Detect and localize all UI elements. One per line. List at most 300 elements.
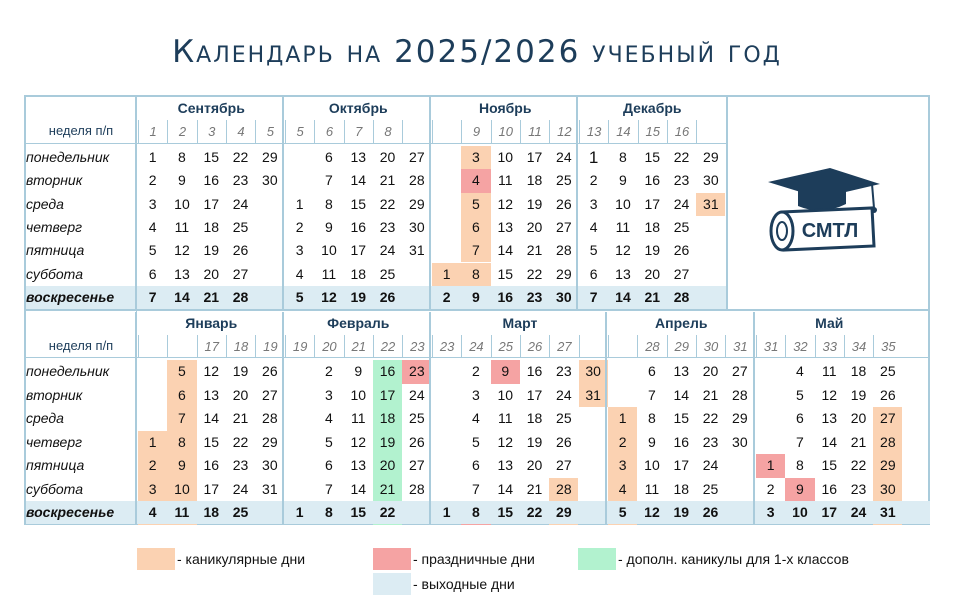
month-name: Май — [815, 315, 844, 331]
day-cell: 17 — [644, 195, 661, 212]
day-cell: 18 — [203, 218, 220, 235]
day-cell: 31 — [880, 504, 896, 520]
day-cell: 2 — [589, 172, 598, 189]
month-name: Март — [502, 315, 538, 331]
day-cell: 18 — [379, 410, 396, 426]
weekday-label: среда — [26, 195, 64, 212]
week-number: 26 — [520, 335, 549, 358]
day-cell — [432, 431, 461, 454]
day-cell: 3 — [325, 386, 333, 403]
week-number: 35 — [873, 335, 902, 358]
day-cell: 4 — [472, 410, 480, 426]
week-number: 6 — [314, 120, 343, 143]
day-cell: 10 — [321, 242, 337, 259]
day-cell: 29 — [262, 149, 278, 165]
day-cell: 23 — [379, 218, 396, 235]
day-cell: 6 — [178, 386, 186, 403]
day-cell: 27 — [556, 457, 572, 473]
day-cell — [432, 146, 461, 169]
day-cell: 15 — [203, 149, 220, 165]
day-cell — [756, 407, 785, 430]
day-cell: 17 — [350, 242, 367, 259]
day-cell: 28 — [556, 480, 572, 497]
day-cell: 31 — [262, 480, 278, 497]
day-cell: 23 — [702, 433, 719, 450]
day-cell: 12 — [497, 195, 514, 212]
day-cell: 8 — [796, 457, 804, 473]
month-name: Декабрь — [622, 100, 682, 116]
day-cell: 9 — [619, 172, 627, 189]
day-cell: 7 — [648, 386, 656, 403]
day-cell: 2 — [442, 288, 451, 305]
day-cell: 29 — [880, 457, 896, 473]
day-cell: 22 — [702, 410, 719, 426]
day-cell — [285, 360, 314, 383]
day-cell: 21 — [379, 172, 396, 189]
day-cell: 1 — [442, 504, 451, 520]
day-cell: 2 — [148, 457, 157, 473]
week-number: 12 — [549, 120, 578, 143]
day-cell — [756, 384, 785, 407]
day-cell: 7 — [325, 172, 333, 189]
day-cell: 5 — [618, 504, 627, 520]
day-cell: 25 — [232, 218, 249, 235]
day-cell — [696, 286, 725, 309]
day-cell: 20 — [232, 386, 249, 403]
day-cell: 14 — [497, 242, 514, 259]
week-number: 8 — [373, 120, 402, 143]
day-cell: 18 — [850, 363, 867, 379]
day-cell: 9 — [472, 288, 480, 305]
day-cell: 24 — [702, 457, 719, 473]
day-cell: 23 — [850, 480, 867, 497]
legend-extra: - дополн. каникулы для 1-х классов — [618, 551, 849, 567]
day-cell — [608, 384, 637, 407]
day-cell: 11 — [615, 218, 631, 235]
day-cell: 7 — [148, 288, 157, 305]
day-cell: 21 — [850, 433, 867, 450]
week-number: 34 — [844, 335, 873, 358]
month-separator — [429, 97, 431, 309]
week-number-label: неделя п/п — [48, 123, 114, 138]
day-cell: 20 — [203, 265, 220, 282]
day-cell: 17 — [821, 504, 838, 520]
day-cell: 9 — [325, 218, 333, 235]
day-cell — [402, 263, 431, 286]
day-cell: 5 — [589, 242, 598, 259]
week-number: 5 — [285, 120, 314, 143]
day-cell: 25 — [880, 363, 896, 379]
day-cell — [579, 407, 608, 430]
week-number: 18 — [226, 335, 255, 358]
week-number: 27 — [549, 335, 578, 358]
day-cell: 22 — [526, 265, 543, 282]
weekday-label: суббота — [26, 480, 83, 497]
legend-vacation: - каникулярные дни — [177, 551, 306, 567]
weekday-label: понедельник — [26, 363, 110, 379]
day-cell — [579, 431, 608, 454]
week-number: 32 — [785, 335, 814, 358]
day-cell: 6 — [472, 218, 480, 235]
day-cell: 26 — [379, 288, 396, 305]
day-cell: 22 — [379, 195, 396, 212]
day-cell: 7 — [589, 288, 598, 305]
week-number — [579, 335, 608, 358]
day-cell: 10 — [174, 480, 190, 497]
day-cell: 16 — [673, 433, 690, 450]
month-separator — [576, 97, 578, 309]
day-cell — [285, 169, 314, 192]
day-cell: 11 — [497, 172, 513, 189]
day-cell: 13 — [615, 265, 631, 282]
day-cell: 27 — [232, 265, 249, 282]
day-cell: 22 — [526, 504, 543, 520]
weekday-label: суббота — [26, 265, 83, 282]
day-cell: 25 — [409, 410, 425, 426]
day-cell — [285, 146, 314, 169]
day-cell: 27 — [673, 265, 690, 282]
day-cell — [255, 239, 284, 262]
day-cell: 28 — [409, 172, 425, 189]
day-cell: 25 — [556, 172, 572, 189]
day-cell — [432, 239, 461, 262]
day-cell — [285, 384, 314, 407]
day-cell: 19 — [526, 195, 543, 212]
day-cell: 6 — [796, 410, 804, 426]
weekday-label: понедельник — [26, 149, 110, 165]
day-cell: 17 — [526, 149, 543, 165]
day-cell: 13 — [497, 218, 514, 235]
day-cell — [579, 478, 608, 501]
day-cell: 12 — [615, 242, 631, 259]
day-cell: 16 — [203, 457, 220, 473]
day-cell: 8 — [325, 195, 333, 212]
day-cell: 4 — [325, 410, 333, 426]
week-number: 1 — [138, 120, 167, 143]
day-cell: 4 — [618, 480, 627, 497]
day-cell: 13 — [350, 457, 367, 473]
day-cell: 11 — [644, 480, 660, 497]
week-number: 31 — [725, 335, 754, 358]
day-cell: 6 — [589, 265, 598, 282]
day-cell: 17 — [203, 195, 220, 212]
day-cell: 28 — [673, 288, 690, 305]
day-cell: 27 — [732, 363, 748, 379]
day-cell: 22 — [850, 457, 867, 473]
day-cell: 23 — [409, 363, 425, 379]
day-cell: 12 — [497, 433, 514, 450]
weekday-label: среда — [26, 410, 64, 426]
month-name: Январь — [185, 315, 238, 331]
day-cell: 7 — [325, 480, 333, 497]
day-cell: 30 — [585, 363, 601, 379]
weekday-label: воскресенье — [26, 288, 115, 305]
day-cell — [432, 384, 461, 407]
day-cell: 15 — [821, 457, 838, 473]
day-cell: 16 — [203, 172, 220, 189]
day-cell: 22 — [232, 149, 249, 165]
day-cell — [255, 501, 284, 524]
week-number: 25 — [491, 335, 520, 358]
day-cell: 4 — [589, 218, 598, 235]
day-cell — [432, 454, 461, 477]
day-cell: 13 — [174, 265, 190, 282]
week-number: 10 — [491, 120, 520, 143]
week-number: 5 — [255, 120, 284, 143]
day-cell — [725, 478, 754, 501]
day-cell: 10 — [644, 457, 660, 473]
week-number: 24 — [461, 335, 490, 358]
week-number: 11 — [520, 120, 549, 143]
day-cell: 10 — [174, 195, 190, 212]
day-cell: 3 — [618, 457, 627, 473]
day-cell — [432, 360, 461, 383]
day-cell: 10 — [497, 149, 514, 165]
legend-weekend: - выходные дни — [413, 576, 515, 592]
day-cell: 30 — [732, 433, 748, 450]
day-cell: 7 — [472, 480, 480, 497]
day-cell: 16 — [350, 218, 367, 235]
day-cell — [255, 286, 284, 309]
day-cell: 15 — [497, 265, 514, 282]
week-number — [432, 120, 461, 143]
week-number: 33 — [815, 335, 844, 358]
day-cell — [432, 193, 461, 216]
day-cell: 30 — [409, 218, 425, 235]
day-cell: 29 — [556, 504, 572, 520]
day-cell: 12 — [174, 242, 190, 259]
day-cell: 5 — [796, 386, 804, 403]
month-name: Октябрь — [328, 100, 388, 116]
month-separator — [282, 97, 284, 309]
day-cell: 13 — [821, 410, 838, 426]
week-number: 29 — [667, 335, 696, 358]
day-cell: 7 — [796, 433, 804, 450]
day-cell — [432, 216, 461, 239]
day-cell — [285, 478, 314, 501]
day-cell: 1 — [588, 148, 599, 167]
week-number: 19 — [285, 335, 314, 358]
day-cell: 21 — [644, 288, 661, 305]
day-cell: 11 — [174, 504, 190, 520]
day-cell: 15 — [350, 504, 367, 520]
header-rule — [26, 357, 928, 358]
day-cell: 3 — [148, 480, 157, 497]
day-cell — [285, 431, 314, 454]
day-cell: 31 — [703, 195, 719, 212]
weekday-label: пятница — [26, 457, 85, 473]
week-number — [696, 120, 725, 143]
day-cell: 30 — [556, 288, 572, 305]
day-cell: 28 — [409, 480, 425, 497]
day-cell: 24 — [232, 480, 249, 497]
day-cell: 2 — [766, 480, 775, 497]
day-cell — [756, 431, 785, 454]
day-cell: 3 — [766, 504, 775, 520]
day-cell: 1 — [442, 265, 451, 282]
day-cell: 17 — [526, 386, 543, 403]
day-cell: 27 — [880, 410, 896, 426]
day-cell: 18 — [673, 480, 690, 497]
day-cell: 4 — [796, 363, 804, 379]
day-cell: 16 — [497, 288, 514, 305]
week-number: 22 — [373, 335, 402, 358]
day-cell: 30 — [262, 457, 278, 473]
day-cell: 25 — [673, 218, 690, 235]
day-cell — [696, 216, 725, 239]
day-cell: 12 — [321, 288, 337, 305]
day-cell: 15 — [673, 410, 690, 426]
day-cell: 8 — [619, 149, 627, 165]
day-cell: 9 — [178, 457, 186, 473]
day-cell: 6 — [648, 363, 656, 379]
day-cell — [255, 263, 284, 286]
day-cell: 28 — [880, 433, 896, 450]
day-cell: 3 — [472, 149, 480, 165]
day-cell: 14 — [203, 410, 220, 426]
day-cell — [725, 454, 754, 477]
day-cell: 1 — [148, 149, 157, 165]
day-cell: 25 — [379, 265, 396, 282]
day-cell: 15 — [497, 504, 514, 520]
day-cell — [579, 501, 608, 524]
day-cell: 17 — [673, 457, 690, 473]
day-cell: 24 — [409, 386, 425, 403]
day-cell — [696, 239, 725, 262]
day-cell — [138, 360, 167, 383]
day-cell: 11 — [497, 410, 513, 426]
day-cell: 22 — [673, 149, 690, 165]
day-cell — [255, 216, 284, 239]
day-cell: 10 — [497, 386, 514, 403]
day-cell: 24 — [379, 242, 396, 259]
day-cell: 30 — [262, 172, 278, 189]
day-cell: 20 — [379, 457, 396, 473]
day-cell: 4 — [295, 265, 304, 282]
week-number — [167, 335, 196, 358]
day-cell: 3 — [295, 242, 304, 259]
day-cell: 10 — [350, 386, 367, 403]
day-cell: 18 — [526, 172, 543, 189]
day-cell: 22 — [232, 433, 249, 450]
week-number: 23 — [432, 335, 461, 358]
day-cell: 20 — [644, 265, 661, 282]
day-cell: 25 — [556, 410, 572, 426]
day-cell: 11 — [350, 410, 366, 426]
day-cell: 20 — [702, 363, 719, 379]
day-cell: 28 — [262, 410, 278, 426]
day-cell: 17 — [379, 386, 396, 403]
day-cell: 28 — [232, 288, 249, 305]
day-cell: 7 — [472, 242, 480, 259]
day-cell: 25 — [232, 504, 249, 520]
week-number: 31 — [756, 335, 785, 358]
day-cell: 12 — [350, 433, 367, 450]
day-cell: 14 — [497, 480, 514, 497]
day-cell: 29 — [409, 195, 425, 212]
day-cell: 6 — [325, 149, 333, 165]
week-number: 4 — [226, 120, 255, 143]
week-number: 13 — [579, 120, 608, 143]
week-number: 19 — [255, 335, 284, 358]
week-number: 21 — [344, 335, 373, 358]
day-cell: 9 — [354, 363, 363, 379]
day-cell — [608, 360, 637, 383]
week-number: 7 — [344, 120, 373, 143]
day-cell: 18 — [526, 410, 543, 426]
day-cell: 19 — [850, 386, 867, 403]
day-cell: 24 — [232, 195, 249, 212]
day-cell: 20 — [526, 218, 543, 235]
day-cell: 13 — [203, 386, 220, 403]
week-number: 30 — [696, 335, 725, 358]
day-cell: 11 — [821, 363, 837, 379]
day-cell: 14 — [821, 433, 838, 450]
day-cell: 28 — [732, 386, 748, 403]
day-cell: 2 — [295, 218, 304, 235]
day-cell: 8 — [472, 265, 480, 282]
day-cell: 14 — [673, 386, 690, 403]
day-cell: 4 — [148, 504, 157, 520]
day-cell — [725, 501, 754, 524]
logo-text: СМТЛ — [801, 220, 859, 242]
day-cell: 26 — [702, 504, 719, 520]
week-number: 3 — [197, 120, 226, 143]
day-cell: 14 — [350, 172, 367, 189]
day-cell: 17 — [203, 480, 220, 497]
day-cell: 30 — [703, 172, 719, 189]
day-cell — [138, 407, 167, 430]
week-number: 23 — [402, 335, 431, 358]
day-cell: 19 — [379, 433, 396, 450]
day-cell: 5 — [178, 363, 186, 379]
day-cell — [432, 407, 461, 430]
day-cell: 21 — [526, 242, 543, 259]
weekday-label: воскресенье — [26, 504, 115, 520]
day-cell: 18 — [644, 218, 661, 235]
day-cell: 27 — [262, 386, 278, 403]
day-cell: 26 — [556, 195, 572, 212]
day-cell: 15 — [203, 433, 220, 450]
day-cell: 16 — [821, 480, 838, 497]
day-cell: 16 — [379, 363, 396, 379]
day-cell: 26 — [262, 363, 278, 379]
day-cell: 21 — [379, 480, 396, 497]
day-cell: 3 — [472, 386, 480, 403]
day-cell: 2 — [148, 172, 157, 189]
day-cell — [579, 454, 608, 477]
day-cell: 19 — [203, 242, 220, 259]
legend-holiday: - праздничные дни — [413, 551, 535, 567]
day-cell: 26 — [556, 433, 572, 450]
week-number: 16 — [667, 120, 696, 143]
day-cell: 5 — [148, 242, 157, 259]
day-cell: 8 — [178, 149, 186, 165]
day-cell: 14 — [615, 288, 631, 305]
week-number: 17 — [197, 335, 226, 358]
weekday-label: вторник — [26, 386, 83, 403]
grid-divider — [726, 97, 728, 309]
day-cell: 11 — [174, 218, 190, 235]
day-cell: 10 — [615, 195, 631, 212]
day-cell: 26 — [880, 386, 896, 403]
header-rule — [26, 143, 726, 144]
day-cell: 27 — [556, 218, 572, 235]
day-cell: 21 — [526, 480, 543, 497]
day-cell: 1 — [148, 433, 157, 450]
day-cell: 16 — [526, 363, 543, 379]
day-cell: 24 — [556, 386, 572, 403]
